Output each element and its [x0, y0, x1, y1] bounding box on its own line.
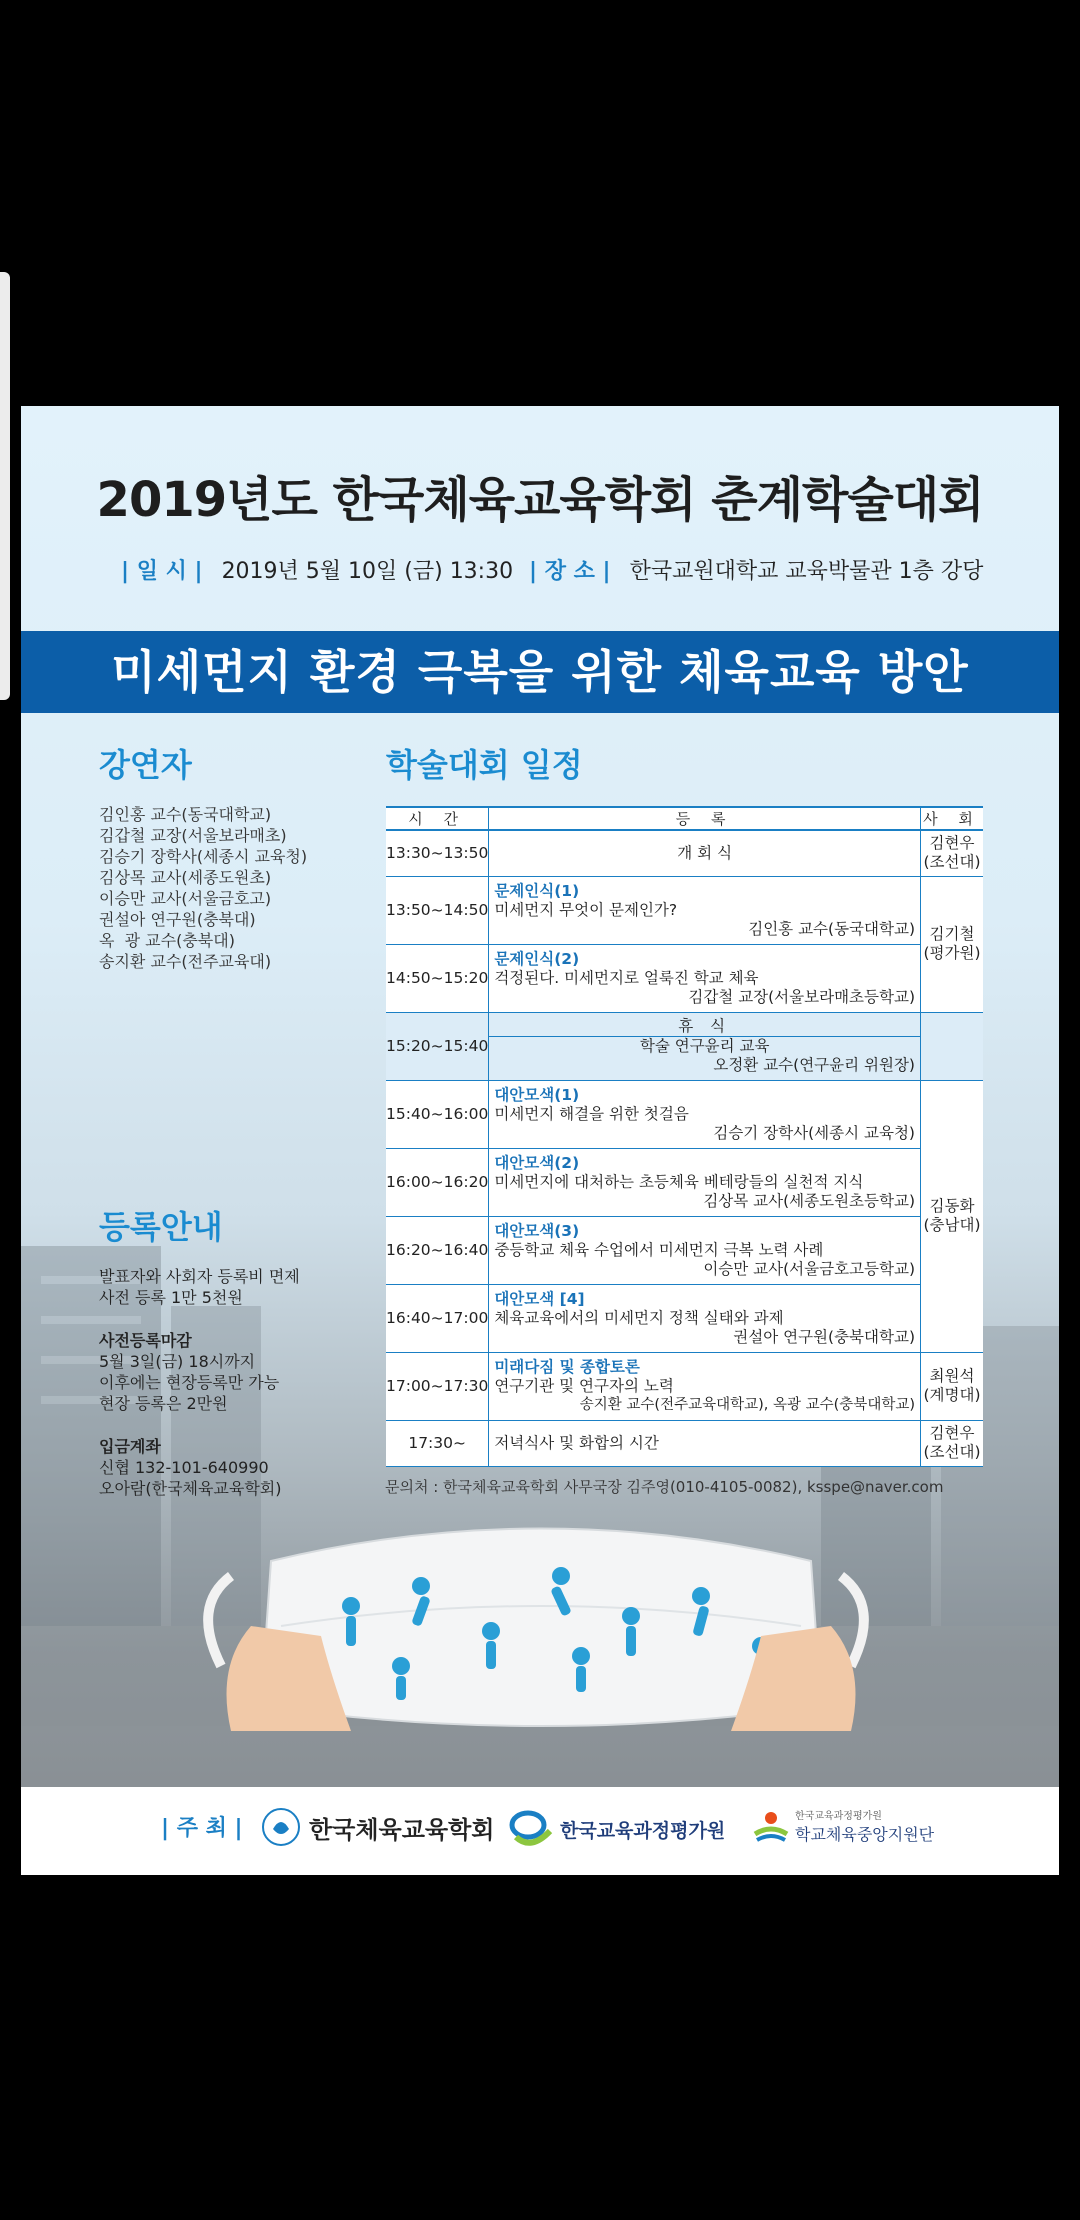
session-topic: 중등학교 체육 수업에서 미세먼지 극복 노력 사례 — [494, 1240, 824, 1259]
program-cell: 저녁식사 및 화합의 시간 — [489, 1420, 921, 1466]
deadline-onsite-note: 이후에는 현장등록만 가능 — [99, 1373, 280, 1392]
speaker-item: 김승기 장학사(세종시 교육청) — [99, 847, 308, 866]
program-cell — [489, 1148, 921, 1216]
time-cell: 17:00~17:30 — [386, 1352, 489, 1420]
program-cell: 개 회 식 — [489, 830, 921, 876]
session-presenter: 김인홍 교수(동국대학교) — [748, 919, 915, 938]
time-cell: 16:40~17:00 — [386, 1284, 489, 1352]
program-cell — [489, 1352, 921, 1420]
date-value: 2019년 5월 10일 (금) 13:30 — [221, 559, 514, 584]
schedule-heading: 학술대회 일정 — [386, 746, 583, 784]
table-row — [386, 830, 983, 876]
table-row — [386, 1148, 983, 1216]
place-info — [529, 554, 983, 585]
host-cell — [921, 830, 984, 876]
header-program: 등 록 — [489, 807, 921, 830]
speaker-item: 권설아 연구원(충북대) — [99, 910, 256, 929]
session-topic: 체육교육에서의 미세먼지 정책 실태와 과제 — [494, 1308, 784, 1327]
program-cell — [489, 944, 921, 1012]
session-title: 대안모색(1) — [494, 1085, 580, 1104]
screen-edge-handle[interactable] — [0, 272, 10, 700]
host-org: (충남대) — [923, 1216, 981, 1234]
date-info — [121, 554, 513, 585]
session-title: 대안모색(3) — [494, 1221, 580, 1240]
host-name: 최원석 — [929, 1367, 975, 1385]
session-presenter: 김상목 교사(세종도원초등학교) — [703, 1191, 915, 1210]
host-cell — [921, 876, 984, 1012]
speaker-item: 송지환 교수(전주교육대) — [99, 952, 272, 971]
time-cell: 16:00~16:20 — [386, 1148, 489, 1216]
table-row — [386, 876, 983, 944]
table-row — [386, 1284, 983, 1352]
ksspe-logo — [261, 1807, 494, 1847]
fee-waiver-text: 발표자와 사회자 등록비 면제 — [99, 1267, 300, 1286]
session-title: 대안모색 [4] — [494, 1289, 585, 1308]
time-cell: 17:30~ — [386, 1420, 489, 1466]
break-label: 휴 식 — [489, 1017, 920, 1037]
session-title: 대안모색(2) — [494, 1153, 580, 1172]
session-presenter: 이승만 교사(서울금호고등학교) — [703, 1259, 915, 1278]
date-label: | 일 시 | — [121, 559, 203, 584]
host-cell-empty — [921, 1012, 984, 1080]
sports-center-emblem-icon — [751, 1808, 791, 1844]
organizer-label: | 주 최 | — [161, 1816, 243, 1841]
time-cell: 15:40~16:00 — [386, 1080, 489, 1148]
registration-info — [99, 1266, 300, 1499]
session-topic: 미세먼지 무엇이 문제인가? — [494, 900, 678, 919]
account-title: 입금계좌 — [99, 1437, 161, 1456]
onsite-fee-text: 현장 등록은 2만원 — [99, 1394, 228, 1413]
org3-name: 학교체육중앙지원단 — [795, 1825, 935, 1844]
session-presenter: 김승기 장학사(세종시 교육청) — [713, 1123, 915, 1142]
place-value: 한국교원대학교 교육박물관 1층 강당 — [629, 559, 984, 584]
session-topic: 미세먼지에 대처하는 초등체육 베테랑들의 실천적 지식 — [494, 1172, 864, 1191]
table-row — [386, 944, 983, 1012]
host-cell — [921, 1080, 984, 1352]
session-topic: 학술 연구윤리 교육 — [639, 1037, 770, 1055]
schedule-table — [386, 806, 983, 1467]
host-cell — [921, 1420, 984, 1466]
theme-banner — [21, 631, 1059, 713]
session-presenter: 김갑철 교장(서울보라매초등학교) — [688, 987, 915, 1006]
session-topic: 걱정된다. 미세먼지로 얼룩진 학교 체육 — [494, 968, 759, 987]
table-row — [386, 1420, 983, 1466]
host-org: (계명대) — [923, 1386, 981, 1404]
deadline-date: 5월 3일(금) 18시까지 — [99, 1352, 256, 1371]
table-row — [386, 1352, 983, 1420]
session-presenter: 권설아 연구원(충북대학교) — [733, 1327, 915, 1346]
table-row — [386, 1216, 983, 1284]
registration-heading: 등록안내 — [99, 1208, 223, 1246]
host-name: 김동화 — [929, 1197, 975, 1215]
schedule-table-wrapper — [386, 806, 983, 1467]
session-presenter: 오정환 교수(연구윤리 위원장) — [713, 1056, 915, 1074]
time-cell: 13:30~13:50 — [386, 830, 489, 876]
time-cell: 16:20~16:40 — [386, 1216, 489, 1284]
host-name: 김현우 — [929, 1424, 975, 1442]
place-label: | 장 소 | — [529, 559, 611, 584]
speaker-item: 옥 광 교수(충북대) — [99, 931, 235, 950]
host-org: (평가원) — [923, 944, 981, 962]
program-cell — [489, 1080, 921, 1148]
deadline-title: 사전등록마감 — [99, 1331, 192, 1350]
speakers-heading: 강연자 — [99, 746, 192, 784]
host-org: (조선대) — [923, 853, 981, 872]
footer-organizers — [21, 1787, 1059, 1875]
org1-name: 한국체육교육학회 — [309, 1815, 495, 1844]
school-sports-center-logo — [751, 1807, 934, 1845]
conference-poster — [21, 406, 1059, 1875]
table-row-break — [386, 1012, 983, 1080]
time-cell: 15:20~15:40 — [386, 1012, 489, 1080]
prereg-fee-text: 사전 등록 1만 5천원 — [99, 1288, 243, 1307]
time-cell: 13:50~14:50 — [386, 876, 489, 944]
account-number: 신협 132-101-640990 — [99, 1458, 269, 1477]
kice-logo — [506, 1807, 725, 1851]
host-name: 김현우 — [929, 834, 975, 853]
session-title: 문제인식(2) — [494, 949, 580, 968]
mask-with-sports-icons-illustration — [21, 1506, 1059, 1731]
org2-name: 한국교육과정평가원 — [560, 1819, 726, 1842]
time-cell: 14:50~15:20 — [386, 944, 489, 1012]
program-cell — [489, 876, 921, 944]
program-cell — [489, 1284, 921, 1352]
ksspe-emblem-icon — [261, 1807, 301, 1847]
speakers-list — [99, 804, 307, 972]
org3-parent: 한국교육과정평가원 — [795, 1811, 882, 1822]
speaker-item: 이승만 교사(서울금호고) — [99, 889, 272, 908]
speaker-item: 김인홍 교수(동국대학교) — [99, 805, 272, 824]
account-holder: 오아람(한국체육교육학회) — [99, 1479, 282, 1498]
header-time: 시 간 — [386, 807, 489, 830]
table-header-row — [386, 807, 983, 830]
header-host: 사 회 — [921, 807, 984, 830]
speaker-item: 김갑철 교장(서울보라매초) — [99, 826, 287, 845]
host-org: (조선대) — [923, 1443, 981, 1461]
session-topic: 연구기관 및 연구자의 노력 — [494, 1376, 674, 1395]
table-row — [386, 1080, 983, 1148]
speaker-item: 김상목 교사(세종도원초) — [99, 868, 272, 887]
host-name: 김기철 — [929, 925, 975, 943]
kice-emblem-icon — [506, 1807, 556, 1851]
program-cell — [489, 1216, 921, 1284]
session-title: 미래다짐 및 종합토론 — [494, 1357, 640, 1376]
contact-info: 문의처 : 한국체육교육학회 사무국장 김주영(010-4105-0082), ksspe@naver.com — [385, 1478, 944, 1496]
host-cell — [921, 1352, 984, 1420]
theme-text: 미세먼지 환경 극복을 위한 체육교육 방안 — [111, 645, 969, 699]
page-title: 2019년도 한국체육교육학회 춘계학술대회 — [96, 472, 984, 528]
session-title: 문제인식(1) — [494, 881, 580, 900]
session-topic: 미세먼지 해결을 위한 첫걸음 — [494, 1104, 689, 1123]
session-presenter: 송지환 교수(전주교육대학교), 옥광 교수(충북대학교) — [579, 1396, 915, 1413]
program-cell — [489, 1012, 921, 1080]
